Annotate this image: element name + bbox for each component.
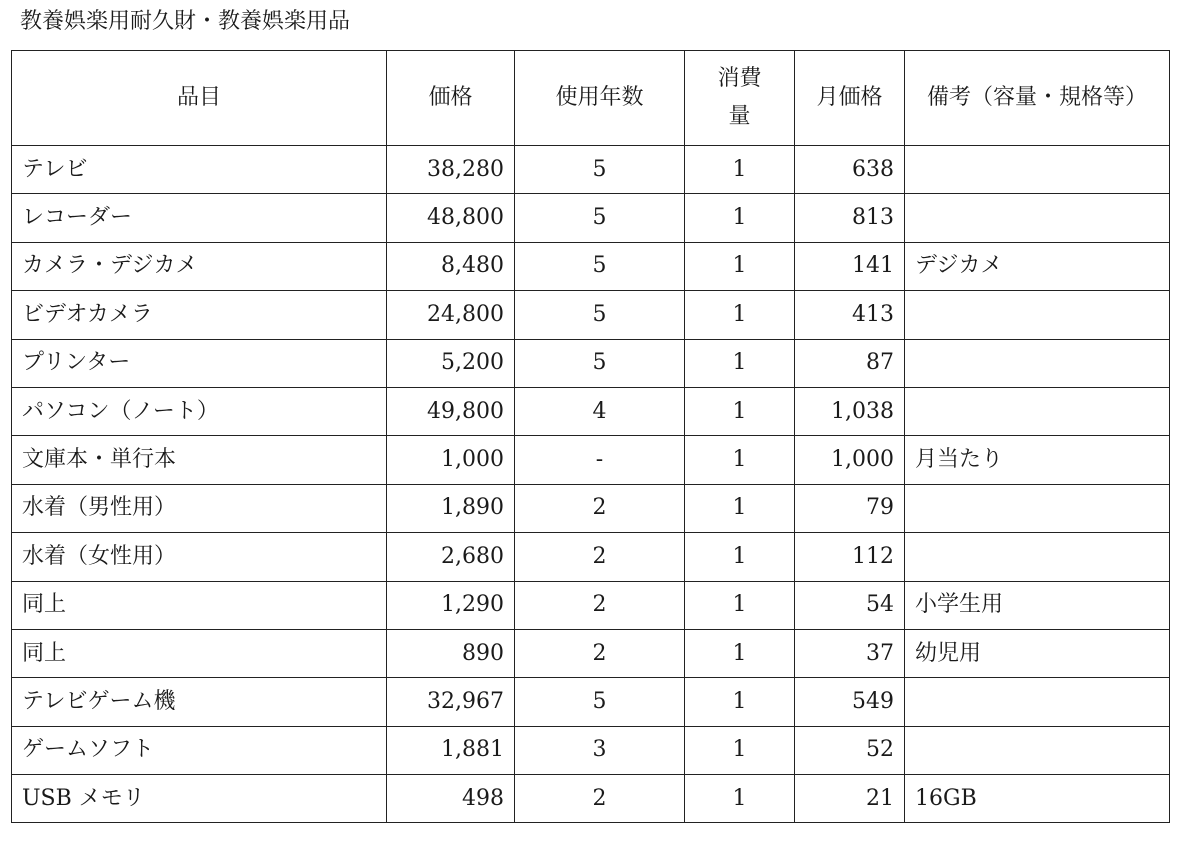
cell-monthly: 141 (795, 242, 905, 290)
cell-note (905, 533, 1170, 581)
table-row (12, 533, 1170, 581)
cell-note (905, 194, 1170, 242)
cell-price: 2,680 (387, 533, 515, 581)
cell-qty: 1 (685, 629, 795, 677)
cell-price: 32,967 (387, 678, 515, 726)
header-years: 使用年数 (515, 51, 685, 146)
page-title: 教養娯楽用耐久財・教養娯楽用品 (20, 9, 351, 34)
cell-qty: 1 (685, 533, 795, 581)
cell-note (905, 726, 1170, 774)
cell-item: ビデオカメラ (12, 291, 387, 339)
cell-note (905, 146, 1170, 194)
cell-price: 24,800 (387, 291, 515, 339)
table-row (12, 436, 1170, 484)
cell-monthly: 813 (795, 194, 905, 242)
cell-note (905, 291, 1170, 339)
cell-item: 同上 (12, 581, 387, 629)
table-row (12, 194, 1170, 242)
table-header (12, 51, 1170, 146)
table-body (12, 146, 1170, 823)
cell-item: パソコン（ノート） (12, 387, 387, 435)
cell-price: 49,800 (387, 387, 515, 435)
cell-qty: 1 (685, 291, 795, 339)
cell-years: 2 (515, 533, 685, 581)
table-row (12, 339, 1170, 387)
cell-note: デジカメ (905, 242, 1170, 290)
cell-years: 5 (515, 339, 685, 387)
cell-note (905, 484, 1170, 532)
table-row (12, 146, 1170, 194)
cell-years: 5 (515, 194, 685, 242)
cell-monthly: 549 (795, 678, 905, 726)
cell-qty: 1 (685, 194, 795, 242)
header-qty: 消費量 (685, 51, 795, 146)
cell-price: 498 (387, 775, 515, 823)
cell-note (905, 339, 1170, 387)
header-note: 備考（容量・規格等） (905, 51, 1170, 146)
cell-qty: 1 (685, 678, 795, 726)
cell-monthly: 37 (795, 629, 905, 677)
cell-monthly: 52 (795, 726, 905, 774)
header-row (12, 51, 1170, 146)
table-row (12, 387, 1170, 435)
table-row (12, 242, 1170, 290)
cell-years: 5 (515, 242, 685, 290)
cell-qty: 1 (685, 242, 795, 290)
cell-years: 2 (515, 484, 685, 532)
cell-years: 2 (515, 629, 685, 677)
cell-qty: 1 (685, 775, 795, 823)
cell-note: 小学生用 (905, 581, 1170, 629)
header-price: 価格 (387, 51, 515, 146)
cell-monthly: 54 (795, 581, 905, 629)
cell-price: 8,480 (387, 242, 515, 290)
cell-qty: 1 (685, 387, 795, 435)
cell-monthly: 79 (795, 484, 905, 532)
cell-item: USB メモリ (12, 775, 387, 823)
cell-qty: 1 (685, 726, 795, 774)
table-row (12, 581, 1170, 629)
cell-item: 同上 (12, 629, 387, 677)
cell-qty: 1 (685, 581, 795, 629)
goods-table (11, 50, 1170, 823)
cell-years: 2 (515, 581, 685, 629)
cell-note: 幼児用 (905, 629, 1170, 677)
cell-monthly: 21 (795, 775, 905, 823)
cell-item: テレビゲーム機 (12, 678, 387, 726)
cell-price: 1,000 (387, 436, 515, 484)
cell-monthly: 413 (795, 291, 905, 339)
cell-price: 1,290 (387, 581, 515, 629)
table-row (12, 629, 1170, 677)
cell-item: ゲームソフト (12, 726, 387, 774)
cell-qty: 1 (685, 436, 795, 484)
cell-item: テレビ (12, 146, 387, 194)
cell-monthly: 638 (795, 146, 905, 194)
cell-note (905, 678, 1170, 726)
table-row (12, 678, 1170, 726)
cell-monthly: 87 (795, 339, 905, 387)
table-row (12, 775, 1170, 823)
cell-monthly: 1,038 (795, 387, 905, 435)
cell-price: 48,800 (387, 194, 515, 242)
table-row (12, 291, 1170, 339)
cell-item: 文庫本・単行本 (12, 436, 387, 484)
cell-years: 2 (515, 775, 685, 823)
cell-monthly: 1,000 (795, 436, 905, 484)
cell-note: 月当たり (905, 436, 1170, 484)
cell-years: 5 (515, 146, 685, 194)
cell-price: 1,881 (387, 726, 515, 774)
cell-years: 4 (515, 387, 685, 435)
cell-years: 3 (515, 726, 685, 774)
table-row (12, 484, 1170, 532)
cell-years: 5 (515, 291, 685, 339)
cell-qty: 1 (685, 146, 795, 194)
header-item: 品目 (12, 51, 387, 146)
cell-price: 38,280 (387, 146, 515, 194)
cell-price: 1,890 (387, 484, 515, 532)
cell-qty: 1 (685, 484, 795, 532)
cell-monthly: 112 (795, 533, 905, 581)
table-row (12, 726, 1170, 774)
cell-qty: 1 (685, 339, 795, 387)
header-monthly: 月価格 (795, 51, 905, 146)
cell-item: カメラ・デジカメ (12, 242, 387, 290)
cell-item: プリンター (12, 339, 387, 387)
cell-price: 5,200 (387, 339, 515, 387)
cell-years: - (515, 436, 685, 484)
cell-note (905, 387, 1170, 435)
cell-years: 5 (515, 678, 685, 726)
cell-item: 水着（男性用） (12, 484, 387, 532)
cell-price: 890 (387, 629, 515, 677)
cell-item: レコーダー (12, 194, 387, 242)
cell-note: 16GB (905, 775, 1170, 823)
cell-item: 水着（女性用） (12, 533, 387, 581)
